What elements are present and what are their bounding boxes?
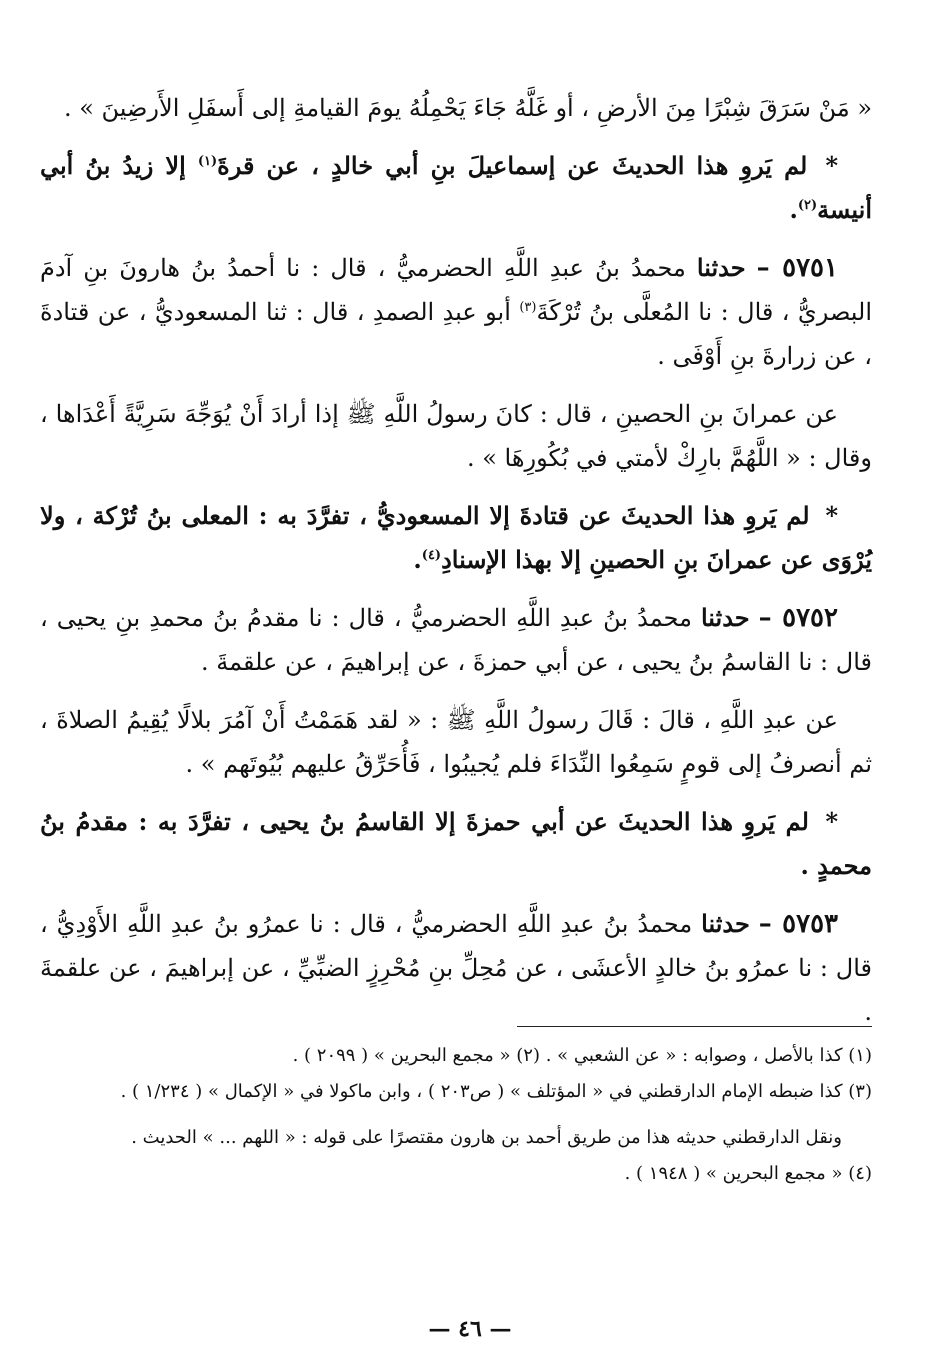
paragraph-hadith-5753: [40, 902, 872, 1034]
footnote-1-2: (١) كذا بالأصل ، وصوابه : « عن الشعبي » . (٢) « مجمع البحرين » ( ٢٠٩٩ ) .: [292, 1045, 872, 1066]
isnad-text: محمدُ بنُ عبدِ اللَّهِ الحضرميُّ ، قال : نا مقدمُ بنُ محمدِ بنِ يحيى ، قال : نا القاسمُ بنُ يحيى ، عن أبي حمزةَ ، عن إبراهيمَ ، عن علقمةَ .: [40, 604, 872, 676]
footnote-3: (٣) كذا ضبطه الإمام الدارقطني في « المؤتلف » ( ص٢٠٣ ) ، وابن ماكولا في « الإكمال » ( ١/٢٣٤ ) .: [120, 1081, 872, 1102]
footnote-ref[interactable]: (٢): [797, 198, 818, 213]
paragraph-text-cont: .: [413, 545, 422, 574]
matn-text: عن عمرانَ بنِ الحصينِ ، قال : كانَ رسولُ اللَّهِ ﷺ إذا أرادَ أَنْ يُوَجِّهَ سَرِيَّةً أَعْدَاها ، وقال : « اللَّهُمَّ بارِكْ لأمتي في بُكُورِهَا » .: [40, 400, 872, 472]
paragraph-matn-5751: [40, 392, 872, 480]
footnotes: [40, 1038, 872, 1192]
footnote-divider: [517, 1026, 872, 1027]
hadith-lead: حدثنا: [701, 909, 750, 938]
footnote-3-cont: ونقل الدارقطني حديثه هذا من طريق أحمد بن هارون مقتصرًا على قوله : « اللهم ... » الحديث .: [131, 1127, 842, 1148]
paragraph-matn-5752: [40, 698, 872, 786]
asterisk-icon: *: [825, 807, 839, 836]
hadith-lead: حدثنا: [700, 603, 750, 632]
footnote-4: (٤) « مجمع البحرين » ( ١٩٤٨ ) .: [624, 1163, 872, 1184]
paragraph-text: « مَنْ سَرَقَ شِبْرًا مِنَ الأرضِ ، أو غَلَّهُ جَاءَ يَحْمِلُهُ يومَ القيامةِ إلى أَسفَلِ الأَرضِينَ » .: [63, 94, 872, 122]
asterisk-icon: *: [825, 501, 838, 530]
hadith-number: ٥٧٥٣ –: [758, 909, 838, 939]
hadith-lead: حدثنا: [696, 253, 746, 282]
paragraph-commentary-1: [40, 144, 872, 232]
isnad-text: محمدُ بنُ عبدِ اللَّهِ الحضرميُّ ، قال : نا أحمدُ بنُ هارونَ بنِ آدمَ البصريُّ ، قال : نا المُعلَّى بنُ تُرْكَةَ: [40, 254, 872, 326]
paragraph-text-end: .: [789, 195, 798, 224]
footnote-ref[interactable]: (٣): [519, 300, 537, 315]
page-number: — ٤٦ —: [428, 1316, 512, 1342]
matn-text: عن عبدِ اللَّهِ ، قالَ : قَالَ رسولُ اللَّهِ ﷺ : « لقد هَمَمْتُ أَنْ آمُرَ بلالًا يُقِيمُ الصلاةَ ، ثم أنصرفُ إلى قومٍ سَمِعُوا النِّدَاءَ فلم يُجيبُوا ، فَأُحَرِّقُ عليهم بُيُوتَهم » .: [40, 706, 872, 778]
paragraph-hadith-5752: [40, 596, 872, 684]
asterisk-icon: *: [825, 151, 839, 180]
paragraph-commentary-2: [40, 494, 872, 582]
paragraph-hadith-ending: [40, 86, 872, 130]
hadith-number: ٥٧٥٢ –: [758, 603, 838, 633]
footnote-ref[interactable]: (٤): [421, 548, 442, 563]
paragraph-text: لم يَروِ هذا الحديثَ عن أبي حمزةَ إلا القاسمُ بنُ يحيى ، تفرَّدَ به : مقدمُ بنُ محمدٍ .: [40, 807, 872, 880]
main-text: [40, 86, 872, 1034]
paragraph-commentary-3: [40, 800, 872, 888]
paragraph-text: لم يَروِ هذا الحديثَ عن إسماعيلَ بنِ أبي خالدٍ ، عن قرةَ: [217, 151, 808, 180]
paragraph-text-cont: إلا زيدُ بنُ أبي أنيسة: [40, 151, 872, 224]
isnad-text: محمدُ بنُ عبدِ اللَّهِ الحضرميُّ ، قال : نا عمرُو بنُ عبدِ اللَّهِ الأَوْدِيُّ ، قال : نا عمرُو بنُ خالدٍ الأعشَى ، عن مُحِلِّ بنِ مُحْرِزٍ الضبِّيِّ ، عن إبراهيمَ ، عن علقمةَ .: [40, 910, 872, 1026]
hadith-number: ٥٧٥١ –: [756, 253, 838, 283]
footnote-ref[interactable]: (١): [197, 154, 218, 169]
paragraph-text: لم يَروِ هذا الحديثَ عن قتادةَ إلا المسعوديُّ ، تفرَّدَ به : المعلى بنُ تُرْكة ، ولا يُرْوَى عن عمرانَ بنِ الحصينِ إلا بهذا الإسنادِ: [40, 501, 872, 574]
isnad-text-cont: أبو عبدِ الصمدِ ، قال : ثنا المسعوديُّ ، عن قتادةَ ، عن زرارةَ بنِ أَوْفَى .: [40, 298, 872, 370]
paragraph-hadith-5751: [40, 246, 872, 378]
